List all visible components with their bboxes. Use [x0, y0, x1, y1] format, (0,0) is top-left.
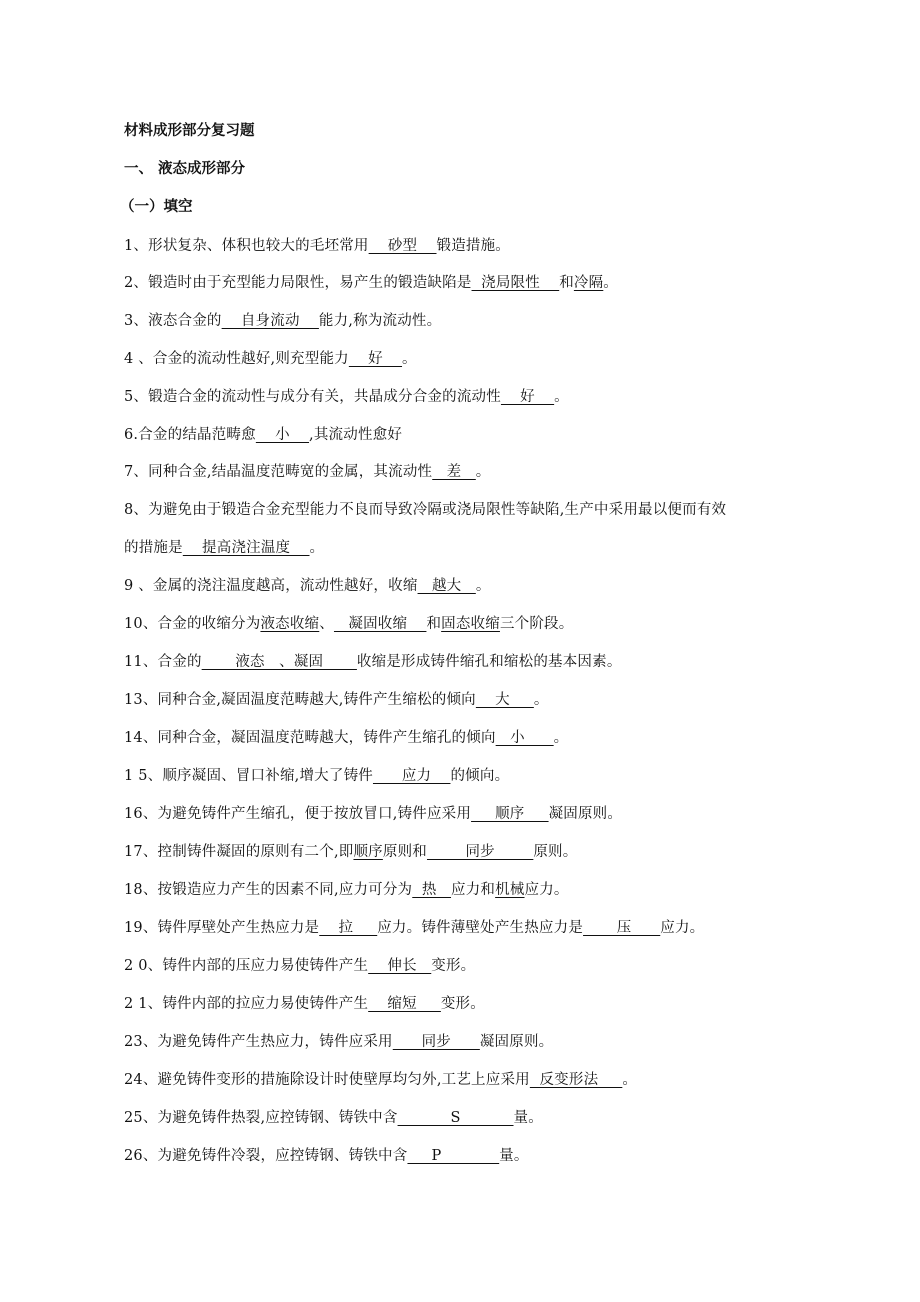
answer-blank: 应力 [372, 768, 451, 784]
question-text: 应力和 [451, 882, 496, 898]
question-line [124, 538, 324, 558]
answer-blank: 大 [475, 692, 534, 708]
question-text: 的倾向。 [450, 768, 510, 784]
section-heading: 一、 液态成形部分 [124, 161, 246, 177]
question-text: 1、形状复杂、体积也较大的毛坯常用 [124, 238, 369, 254]
answer-blank: 压 [583, 920, 661, 936]
question-text: 能力,称为流动性。 [318, 313, 442, 329]
question-text: 14、同种合金，凝固温度范畴越大，铸件产生缩孔的倾向 [124, 730, 496, 746]
question-text: 26、为避免铸件冷裂，应控铸钢、铸铁中含 [124, 1148, 408, 1164]
subsection-heading: （一）填空 [120, 199, 193, 215]
question-text: 、 [319, 616, 334, 632]
question-text: 锻造措施。 [436, 238, 510, 254]
question-text: 16、为避免铸件产生缩孔，便于按放冒口,铸件应采用 [124, 806, 472, 822]
question-text: 17、控制铸件凝固的原则有二个,即 [124, 844, 354, 860]
answer-blank: 砂型 [368, 238, 437, 254]
question-text: 19、铸件厚壁处产生热应力是 [124, 920, 320, 936]
question-text: 9 、金属的浇注温度越高，流动性越好，收缩 [124, 578, 418, 594]
question-line [124, 842, 577, 862]
question-text: 。 [533, 692, 549, 708]
question-text: 8、为避免由于锻造合金充型能力不良而导致冷隔或浇局限性等缺陷,生产中采用最以便而有效 [124, 502, 727, 518]
question-text: 应力。铸件薄壁处产生热应力是 [377, 920, 584, 936]
answer-blank: 小 [495, 730, 554, 746]
underlined-term: 液态收缩 [260, 616, 320, 632]
question-line [124, 652, 622, 672]
answer-blank: 差 [432, 464, 476, 480]
question-line [124, 273, 618, 293]
underlined-term: 顺序 [353, 844, 383, 860]
question-text: 。 [553, 730, 569, 746]
question-line [124, 728, 568, 748]
answer-blank: 反变形法 [529, 1072, 623, 1088]
question-line [124, 576, 491, 596]
answer-blank: 自身流动 [221, 313, 319, 329]
question-line [124, 956, 475, 976]
question-text: 。 [309, 540, 325, 556]
question-text: 5、锻造合金的流动性与成分有关，共晶成分合金的流动性 [124, 389, 501, 405]
question-text: 。 [622, 1072, 638, 1088]
question-line [124, 766, 509, 786]
question-text: 。 [475, 578, 491, 594]
question-text: 量。 [513, 1110, 543, 1126]
question-text: 原则和 [382, 844, 427, 860]
question-text: 18、按锻造应力产生的因素不同,应力可分为 [124, 882, 413, 898]
document-title: 材料成形部分复习题 [124, 123, 255, 139]
answer-blank: 浇局限性 [471, 275, 560, 291]
answer-blank: 同步 [426, 844, 534, 860]
question-text: 凝固原则。 [479, 1034, 554, 1050]
question-text: 收缩是形成铸件缩孔和缩松的基本因素。 [356, 654, 622, 670]
question-text: 2 0、铸件内部的压应力易使铸件产生 [124, 958, 369, 974]
question-line [124, 311, 441, 331]
question-line [124, 994, 485, 1014]
question-text: 变形。 [440, 996, 485, 1012]
question-text: 变形。 [431, 958, 476, 974]
question-text: 4 、合金的流动性越好,则充型能力 [124, 351, 349, 367]
answer-blank: 越大 [417, 578, 476, 594]
question-line [124, 236, 510, 256]
question-line [124, 1032, 553, 1052]
question-line [124, 690, 549, 710]
question-line [124, 1146, 529, 1166]
question-text: 。 [554, 389, 569, 405]
question-text: 应力。 [660, 920, 705, 936]
answer-blank: 顺序 [471, 806, 549, 822]
question-text: 原则。 [533, 844, 578, 860]
question-text: 和 [559, 275, 574, 291]
answer-blank: 同步 [392, 1034, 480, 1050]
answer-blank: 液态 、凝固 [201, 654, 357, 670]
question-text: 11、合金的 [124, 654, 202, 670]
answer-blank: S [397, 1110, 514, 1126]
question-line [124, 880, 569, 900]
answer-blank: 好 [500, 389, 555, 405]
question-text: 1 5、顺序凝固、冒口补缩,增大了铸件 [124, 768, 373, 784]
underlined-term: 冷隔 [573, 275, 604, 291]
question-line [124, 425, 402, 445]
question-text: 24、避免铸件变形的措施除设计时使壁厚均匀外,工艺上应采用 [124, 1072, 530, 1088]
question-text: ,其流动性愈好 [309, 427, 403, 443]
question-line [124, 349, 417, 369]
question-line [124, 614, 573, 634]
question-text: 25、为避免铸件热裂,应控铸钢、铸铁中含 [124, 1110, 398, 1126]
answer-blank: 凝固收缩 [333, 616, 427, 632]
answer-blank: 好 [348, 351, 403, 367]
question-text: 的措施是 [124, 540, 183, 556]
question-text: 和 [426, 616, 442, 632]
question-text: 。 [603, 275, 618, 291]
question-line [124, 1108, 543, 1128]
question-line [124, 387, 569, 407]
question-text: 6.合金的结晶范畴愈 [124, 427, 256, 443]
question-text: 。 [402, 351, 417, 367]
answer-blank: 小 [255, 427, 310, 443]
question-text: 应力。 [524, 882, 569, 898]
question-line [124, 1070, 637, 1090]
question-text: 三个阶段。 [499, 616, 574, 632]
answer-blank: 伸长 [368, 958, 432, 974]
question-text: 量。 [499, 1148, 529, 1164]
question-text: 2 1、铸件内部的拉应力易使铸件产生 [124, 996, 369, 1012]
question-text: 。 [475, 464, 491, 480]
question-text: 13、同种合金,凝固温度范畴越大,铸件产生缩松的倾向 [124, 692, 476, 708]
answer-blank: 提高浇注温度 [182, 540, 310, 556]
question-line [124, 462, 491, 482]
question-text: 23、为避免铸件产生热应力，铸件应采用 [124, 1034, 393, 1050]
question-text: 7、同种合金,结晶温度范畴宽的金属，其流动性 [124, 464, 433, 480]
question-text: 2、锻造时由于充型能力局限性，易产生的锻造缺陷是 [124, 275, 472, 291]
question-line [124, 918, 704, 938]
question-text: 10、合金的收缩分为 [124, 616, 261, 632]
answer-blank: 拉 [319, 920, 378, 936]
answer-blank: 缩短 [368, 996, 441, 1012]
answer-blank: 热 [412, 882, 452, 898]
question-line [124, 804, 622, 824]
underlined-term: 固态收缩 [441, 616, 500, 632]
question-text: 3、液态合金的 [124, 313, 222, 329]
question-line [124, 500, 726, 520]
underlined-term: 机械 [495, 882, 525, 898]
question-text: 凝固原则。 [548, 806, 623, 822]
answer-blank: P [407, 1148, 500, 1164]
